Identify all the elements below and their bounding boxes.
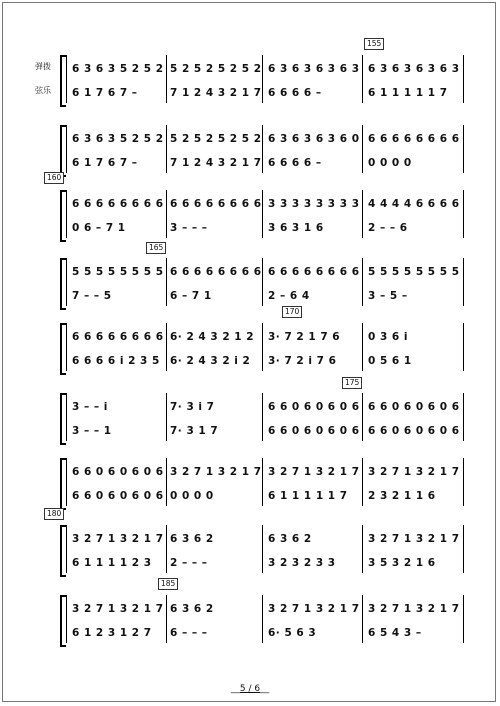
barline: [262, 258, 263, 306]
measure-top: 3 2 7 1 3 2 1 7: [72, 603, 164, 615]
measure-top: 6 6 6 6 6 6 6 6: [170, 198, 262, 210]
barline: [463, 323, 464, 371]
measure-top: 6 6 0 6 0 6 0 6: [72, 466, 164, 478]
measure-bottom: 7· 3 1 7: [170, 425, 219, 437]
barline: [463, 190, 464, 238]
measure-top: 5 2 5 2 5 2 5 2: [170, 63, 262, 75]
barline: [166, 393, 167, 441]
measure-bottom: 6 5 4 3 –: [368, 627, 422, 639]
barline: [66, 458, 67, 506]
barline: [362, 323, 363, 371]
barline: [262, 525, 263, 573]
rehearsal-number: 155: [364, 38, 384, 50]
measure-top: 5 5 5 5 5 5 5 5: [368, 266, 460, 278]
measure-bottom: 3· 7 2 i 7 6: [268, 355, 337, 367]
barline: [262, 55, 263, 103]
measure-top: 5 5 5 5 5 5 5 5: [72, 266, 164, 278]
measure-top: 3 2 7 1 3 2 1 7: [268, 603, 360, 615]
barline: [262, 393, 263, 441]
measure-bottom: 6 6 6 6 –: [268, 157, 322, 169]
measure-top: 6 6 6 6 6 6 6 6: [368, 133, 460, 145]
measure-bottom: 3 – – –: [170, 222, 208, 234]
barline: [66, 323, 67, 371]
barline: [463, 393, 464, 441]
measure-top: 6 6 6 6 6 6 6 6: [170, 266, 262, 278]
barline: [463, 125, 464, 173]
measure-bottom: 6 6 6 6 i 2 3 5: [72, 355, 160, 367]
measure-bottom: 2 – – 6: [368, 222, 408, 234]
measure-top: 6 6 6 6 6 6 6 6: [268, 266, 360, 278]
measure-bottom: 2 – 6 4: [268, 290, 310, 302]
measure-top: 7· 3 i 7: [170, 401, 215, 413]
measure-bottom: 6· 5 6 3: [268, 627, 317, 639]
measure-top: 3 2 7 1 3 2 1 7: [72, 533, 164, 545]
measure-top: 6 3 6 3 6 3 6 0: [268, 133, 360, 145]
measure-bottom: 7 1 2 4 3 2 1 7: [170, 87, 262, 99]
barline: [166, 595, 167, 643]
measure-bottom: 6 1 1 1 1 1 7: [368, 87, 448, 99]
part-label-bottom: 弦乐: [35, 86, 51, 95]
measure-top: 6 3 6 3 5 2 5 2: [72, 63, 164, 75]
rehearsal-number: 165: [146, 242, 166, 254]
barline: [66, 125, 67, 173]
page-frame: [2, 2, 496, 702]
barline: [262, 190, 263, 238]
barline: [362, 458, 363, 506]
barline: [262, 125, 263, 173]
measure-bottom: 6 1 1 1 1 2 3: [72, 557, 152, 569]
barline: [362, 393, 363, 441]
barline: [362, 190, 363, 238]
part-label-top: 弹拨: [35, 62, 51, 71]
measure-bottom: 6 1 7 6 7 –: [72, 87, 138, 99]
measure-top: 6 3 6 2: [268, 533, 312, 545]
measure-bottom: 6 6 0 6 0 6 0 6: [268, 425, 360, 437]
measure-bottom: 3 – 5 –: [368, 290, 408, 302]
barline: [463, 458, 464, 506]
measure-top: 3 2 7 1 3 2 1 7: [170, 466, 262, 478]
measure-top: 3 3 3 3 3 3 3 3: [268, 198, 360, 210]
rehearsal-number: 170: [282, 306, 302, 318]
barline: [166, 55, 167, 103]
barline: [262, 323, 263, 371]
measure-bottom: 6 1 1 1 1 1 7: [268, 490, 348, 502]
page-number: __5 / 6__: [230, 684, 270, 694]
measure-bottom: 3 6 3 1 6: [268, 222, 324, 234]
measure-bottom: 0 0 0 0: [170, 490, 214, 502]
rehearsal-number: 160: [44, 172, 64, 184]
measure-top: 3 2 7 1 3 2 1 7: [368, 466, 460, 478]
barline: [66, 55, 67, 103]
measure-top: 6 3 6 3 6 3 6 3: [268, 63, 360, 75]
barline: [463, 258, 464, 306]
measure-top: 3 2 7 1 3 2 1 7: [368, 533, 460, 545]
measure-bottom: 7 – – 5: [72, 290, 112, 302]
measure-top: 6 6 6 6 6 6 6 6: [72, 198, 164, 210]
measure-top: 5 2 5 2 5 2 5 2: [170, 133, 262, 145]
barline: [166, 323, 167, 371]
measure-bottom: 3 2 3 2 3 3: [268, 557, 336, 569]
measure-top: 6 6 0 6 0 6 0 6: [268, 401, 360, 413]
measure-bottom: 0 6 – 7 1: [72, 222, 126, 234]
measure-top: 3 – – i: [72, 401, 108, 413]
measure-bottom: 7 1 2 4 3 2 1 7: [170, 157, 262, 169]
measure-bottom: 6 1 2 3 1 2 7: [72, 627, 152, 639]
measure-top: 0 3 6 i: [368, 331, 408, 343]
barline: [463, 525, 464, 573]
barline: [262, 458, 263, 506]
measure-bottom: 6 6 0 6 0 6 0 6: [368, 425, 460, 437]
barline: [166, 125, 167, 173]
measure-top: 4 4 4 4 6 6 6 6: [368, 198, 460, 210]
measure-bottom: 3 – – 1: [72, 425, 112, 437]
measure-bottom: 6 – 7 1: [170, 290, 212, 302]
rehearsal-number: 175: [342, 377, 362, 389]
measure-top: 6· 2 4 3 2 1 2: [170, 331, 255, 343]
barline: [362, 125, 363, 173]
barline: [362, 595, 363, 643]
measure-bottom: 6· 2 4 3 2 i 2: [170, 355, 251, 367]
rehearsal-number: 185: [158, 578, 178, 590]
barline: [463, 595, 464, 643]
measure-top: 6 3 6 3 6 3 6 3: [368, 63, 460, 75]
measure-bottom: 3 5 3 2 1 6: [368, 557, 436, 569]
barline: [463, 55, 464, 103]
barline: [362, 525, 363, 573]
barline: [166, 458, 167, 506]
measure-top: 6 3 6 2: [170, 603, 214, 615]
barline: [66, 525, 67, 573]
barline: [262, 595, 263, 643]
measure-bottom: 6 6 0 6 0 6 0 6: [72, 490, 164, 502]
measure-bottom: 0 0 0 0: [368, 157, 412, 169]
measure-bottom: 6 – – –: [170, 627, 208, 639]
barline: [362, 55, 363, 103]
measure-bottom: 0 5 6 1: [368, 355, 412, 367]
barline: [166, 525, 167, 573]
measure-top: 6 3 6 3 5 2 5 2: [72, 133, 164, 145]
barline: [166, 190, 167, 238]
barline: [66, 393, 67, 441]
barline: [66, 258, 67, 306]
barline: [66, 190, 67, 238]
measure-bottom: 6 1 7 6 7 –: [72, 157, 138, 169]
measure-top: 3· 7 2 1 7 6: [268, 331, 341, 343]
measure-top: 6 6 6 6 6 6 6 6: [72, 331, 164, 343]
barline: [66, 595, 67, 643]
barline: [166, 258, 167, 306]
barline: [362, 258, 363, 306]
measure-bottom: 6 6 6 6 –: [268, 87, 322, 99]
measure-top: 6 6 0 6 0 6 0 6: [368, 401, 460, 413]
rehearsal-number: 180: [44, 508, 64, 520]
measure-bottom: 2 – – –: [170, 557, 208, 569]
measure-bottom: 2 3 2 1 1 6: [368, 490, 436, 502]
measure-top: 3 2 7 1 3 2 1 7: [368, 603, 460, 615]
page-number-text: 5 / 6: [239, 684, 261, 694]
measure-top: 3 2 7 1 3 2 1 7: [268, 466, 360, 478]
measure-top: 6 3 6 2: [170, 533, 214, 545]
